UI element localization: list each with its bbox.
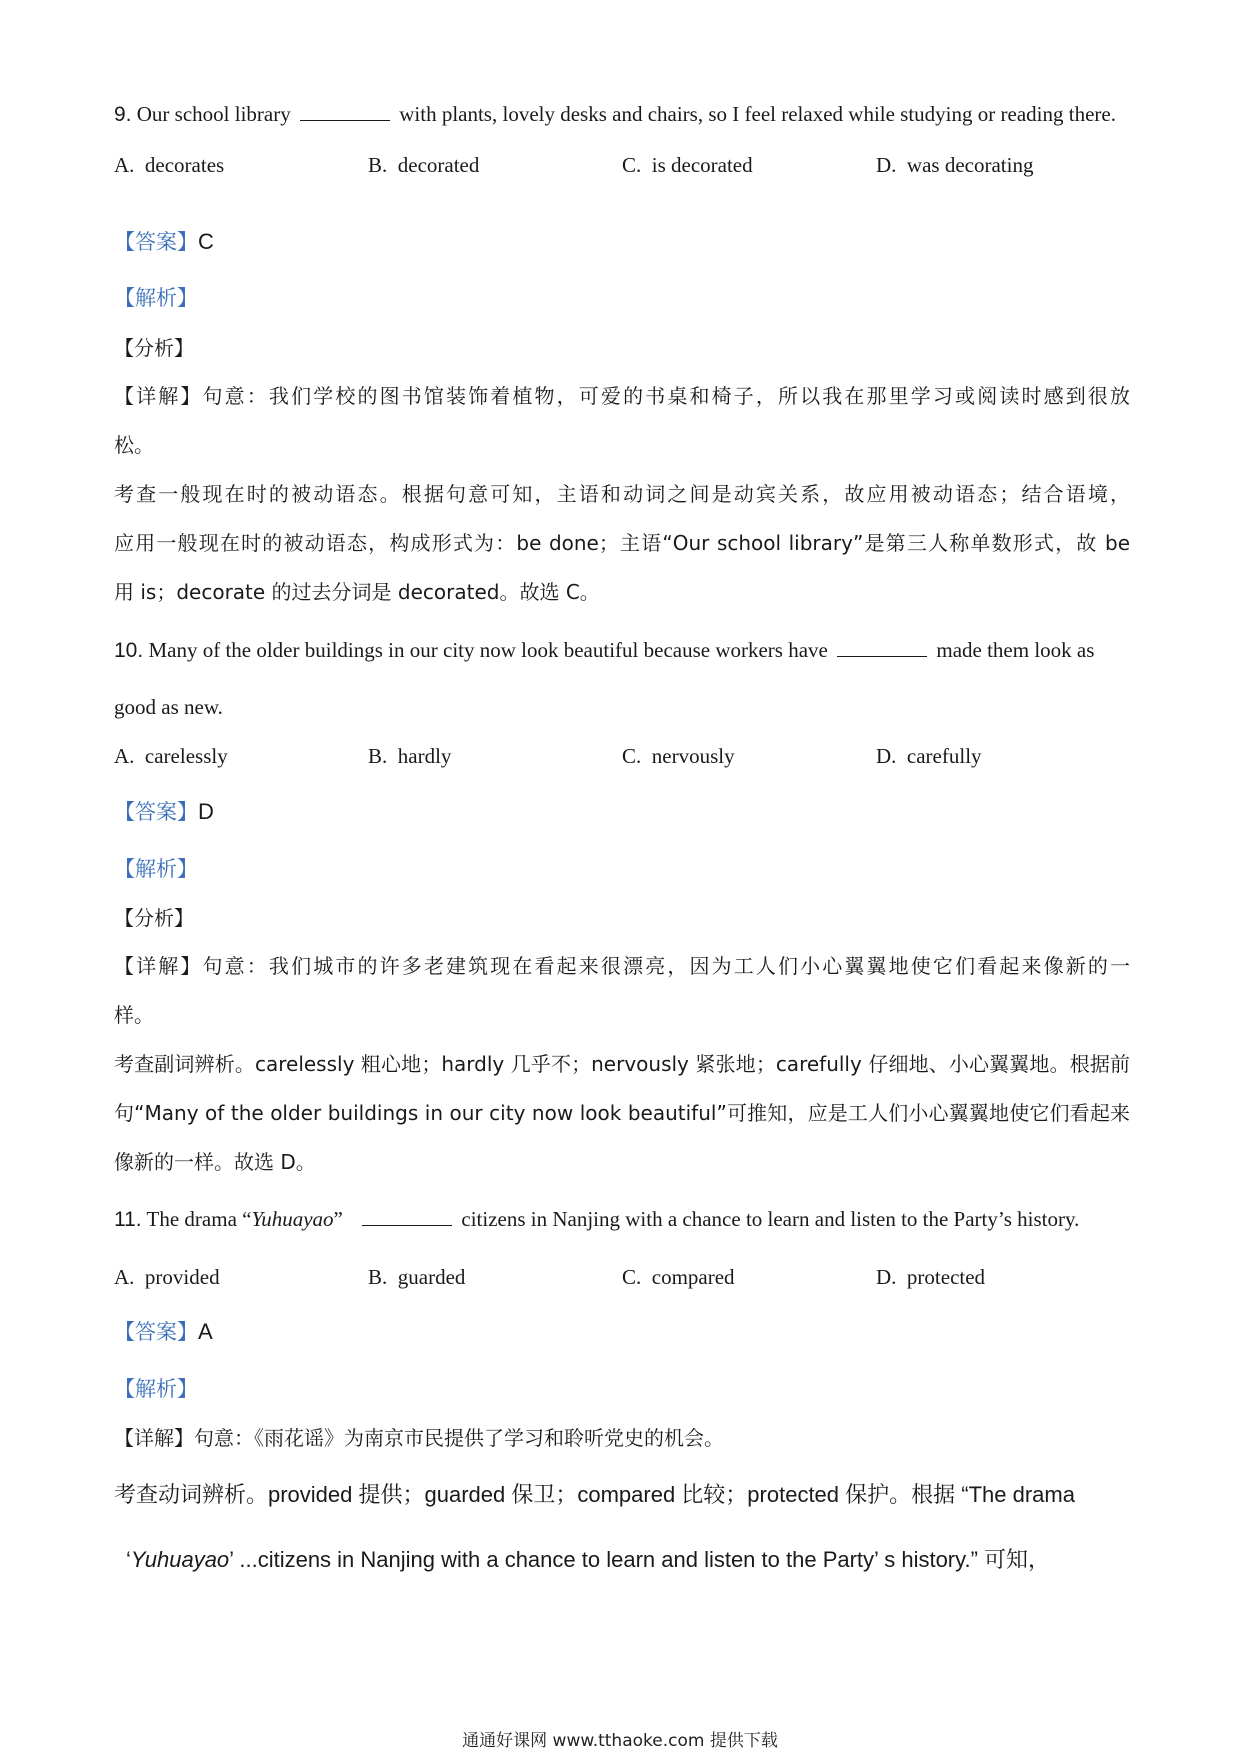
fenxi-heading: 【分析】 — [114, 336, 194, 360]
answer-blank — [362, 1207, 452, 1226]
answer-line — [114, 798, 1134, 827]
detail-line: 考查动词辨析。provided 提供；guarded 保卫；compared 比较；protected 保护。根据 “The drama — [114, 1482, 1075, 1507]
answer-blank — [837, 638, 927, 657]
option-c: C. compared — [622, 1265, 735, 1289]
answer-line — [114, 228, 1134, 257]
detail-line: 考查副词辨析。carelessly 粗心地；hardly 几乎不；nervously 紧张地；carefully 仔细地、小心翼翼地。根据前 — [114, 1052, 1130, 1076]
fenxi-heading: 【分析】 — [114, 906, 194, 930]
option-c: C. is decorated — [622, 153, 753, 177]
question-number: 11. — [114, 1208, 142, 1231]
analysis-tag: 【解析】 — [114, 858, 198, 881]
detail-line: 像新的一样。故选 D。 — [114, 1150, 316, 1174]
detail-line: 应用一般现在时的被动语态，构成形式为：be done；主语“Our school library”是第三人称单数形式，故 be — [114, 531, 1130, 555]
detail-line: 用 is；decorate 的过去分词是 decorated。故选 C。 — [114, 580, 600, 604]
answer-tag: 【答案】 — [114, 801, 198, 824]
option-a: A. carelessly — [114, 744, 228, 768]
option-d: D. protected — [876, 1265, 986, 1289]
answer-value: A — [198, 1319, 213, 1344]
question-number: 10. — [114, 639, 144, 662]
option-c: C. nervously — [622, 744, 735, 768]
detail-line: 【详解】句意：我们学校的图书馆装饰着植物，可爱的书桌和椅子，所以我在那里学习或阅读时感到很放 — [114, 384, 1130, 408]
option-a: A. decorates — [114, 153, 225, 177]
analysis-tag: 【解析】 — [114, 1378, 198, 1401]
question-10-stem: 10. Many of the older buildings in our city now look beautiful because workers have made them look as — [114, 638, 1095, 662]
answer-blank — [300, 102, 390, 121]
question-number: 9. — [114, 103, 132, 126]
option-d: D. was decorating — [876, 153, 1034, 177]
option-b: B. decorated — [368, 153, 480, 177]
option-b: B. guarded — [368, 1265, 466, 1289]
question-9-stem: 9. Our school library with plants, lovely desks and chairs, so I feel relaxed while studying or reading there. — [114, 102, 1116, 126]
analysis-tag-line — [114, 284, 1134, 313]
detail-line: 松。 — [114, 433, 154, 457]
answer-tag: 【答案】 — [114, 1321, 198, 1344]
answer-value: C — [198, 229, 214, 254]
analysis-tag-line — [114, 1375, 1134, 1404]
answer-tag: 【答案】 — [114, 231, 198, 254]
option-a: A. provided — [114, 1265, 220, 1289]
detail-line: 考查一般现在时的被动语态。根据句意可知，主语和动词之间是动宾关系，故应用被动语态；结合语境， — [114, 482, 1130, 506]
analysis-tag-line — [114, 855, 1134, 884]
answer-value: D — [198, 799, 214, 824]
detail-line: 句“Many of the older buildings in our city now look beautiful”可推知，应是工人们小心翼翼地使它们看起来 — [114, 1101, 1130, 1125]
detail-line: 样。 — [114, 1003, 154, 1027]
question-10-stem-cont: good as new. — [114, 695, 223, 719]
page-footer: 通通好课网 www.tthaoke.com 提供下载 — [462, 1731, 778, 1751]
analysis-tag: 【解析】 — [114, 287, 198, 310]
question-11-stem: 11. The drama “Yuhuayao” citizens in Nanjing with a chance to learn and listen to the Party’s history. — [114, 1207, 1080, 1231]
detail-line: ‘Yuhuayao’ ...citizens in Nanjing with a chance to learn and listen to the Party’ s history.” 可知， — [126, 1547, 1051, 1572]
detail-line: 【详解】句意：《雨花谣》为南京市民提供了学习和聆听党史的机会。 — [114, 1426, 724, 1450]
option-b: B. hardly — [368, 744, 452, 768]
option-d: D. carefully — [876, 744, 982, 768]
detail-line: 【详解】句意：我们城市的许多老建筑现在看起来很漂亮，因为工人们小心翼翼地使它们看起来像新的一 — [114, 954, 1130, 978]
answer-line — [114, 1318, 1134, 1347]
